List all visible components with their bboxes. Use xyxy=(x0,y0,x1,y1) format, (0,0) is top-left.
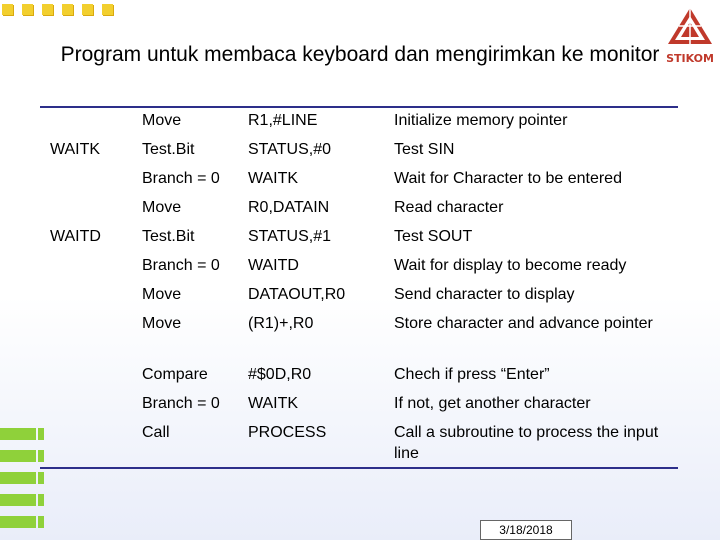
decor-square xyxy=(82,4,93,15)
instruction-operand: PROCESS xyxy=(248,424,327,441)
instruction-operand: WAITK xyxy=(248,170,299,187)
instruction-op: Branch = 0 xyxy=(142,257,220,274)
decor-square xyxy=(62,4,73,15)
program-row xyxy=(40,284,664,313)
instruction-comment: Read character xyxy=(394,199,504,216)
decor-square xyxy=(2,4,13,15)
instruction-operand: R1,#LINE xyxy=(248,112,318,129)
logo-text: STIKOM xyxy=(666,52,714,65)
program-row xyxy=(40,422,664,473)
program-row xyxy=(40,393,664,422)
instruction-op: Test.Bit xyxy=(142,228,195,245)
instruction-operand: #$0D,R0 xyxy=(248,366,312,383)
decor-square xyxy=(102,4,113,15)
instruction-label xyxy=(40,255,142,284)
program-row xyxy=(40,168,664,197)
instruction-operand: (R1)+,R0 xyxy=(248,315,314,332)
instruction-operand: DATAOUT,R0 xyxy=(248,286,346,303)
decor-square xyxy=(42,4,53,15)
instruction-operand: STATUS,#0 xyxy=(248,141,331,158)
slide-date: 3/18/2018 xyxy=(480,520,572,540)
slide-title: Program untuk membaca keyboard dan mengirimkan ke monitor xyxy=(60,43,660,66)
instruction-label xyxy=(40,422,142,473)
instruction-comment: Initialize memory pointer xyxy=(394,112,568,129)
program-row xyxy=(40,364,664,393)
instruction-label: WAITD xyxy=(50,228,101,245)
decor-bar xyxy=(0,428,36,440)
program-row xyxy=(40,139,664,168)
instruction-operand: STATUS,#1 xyxy=(248,228,331,245)
instruction-operand: WAITD xyxy=(248,257,299,274)
top-divider xyxy=(40,106,678,108)
program-row xyxy=(40,110,664,139)
instruction-comment: If not, get another character xyxy=(394,395,591,412)
instruction-comment: Call a subroutine to process the input line xyxy=(394,424,659,462)
instruction-label xyxy=(40,168,142,197)
decor-bar xyxy=(0,450,36,462)
program-table xyxy=(40,110,664,473)
instruction-label xyxy=(40,364,142,393)
instruction-operand: R0,DATAIN xyxy=(248,199,330,216)
instruction-op: Call xyxy=(142,424,170,441)
instruction-op: Move xyxy=(142,286,182,303)
decor-bar xyxy=(0,472,36,484)
instruction-op: Move xyxy=(142,199,182,216)
program-row xyxy=(40,313,664,364)
instruction-op: Move xyxy=(142,112,182,129)
instruction-comment: Test SIN xyxy=(394,141,455,158)
decor-bar xyxy=(0,516,36,528)
instruction-operand: WAITK xyxy=(248,395,299,412)
instruction-comment: Wait for Character to be entered xyxy=(394,170,622,187)
instruction-comment: Wait for display to become ready xyxy=(394,257,627,274)
instruction-comment: Test SOUT xyxy=(394,228,473,245)
program-row xyxy=(40,197,664,226)
instruction-label: WAITK xyxy=(50,141,101,158)
instruction-op: Move xyxy=(142,315,182,332)
instruction-op: Branch = 0 xyxy=(142,170,220,187)
instruction-label xyxy=(40,110,142,139)
instruction-op: Compare xyxy=(142,366,208,383)
decor-bar xyxy=(0,494,36,506)
instruction-label xyxy=(40,313,142,364)
instruction-label xyxy=(40,393,142,422)
instruction-op: Branch = 0 xyxy=(142,395,220,412)
bottom-divider xyxy=(40,467,678,469)
instruction-comment: Store character and advance pointer xyxy=(394,315,653,332)
program-row xyxy=(40,255,664,284)
instruction-label xyxy=(40,197,142,226)
instruction-comment: Chech if press “Enter” xyxy=(394,366,550,383)
instruction-label xyxy=(40,284,142,313)
instruction-comment: Send character to display xyxy=(394,286,575,303)
decor-square xyxy=(22,4,33,15)
program-row xyxy=(40,226,664,255)
instruction-op: Test.Bit xyxy=(142,141,195,158)
